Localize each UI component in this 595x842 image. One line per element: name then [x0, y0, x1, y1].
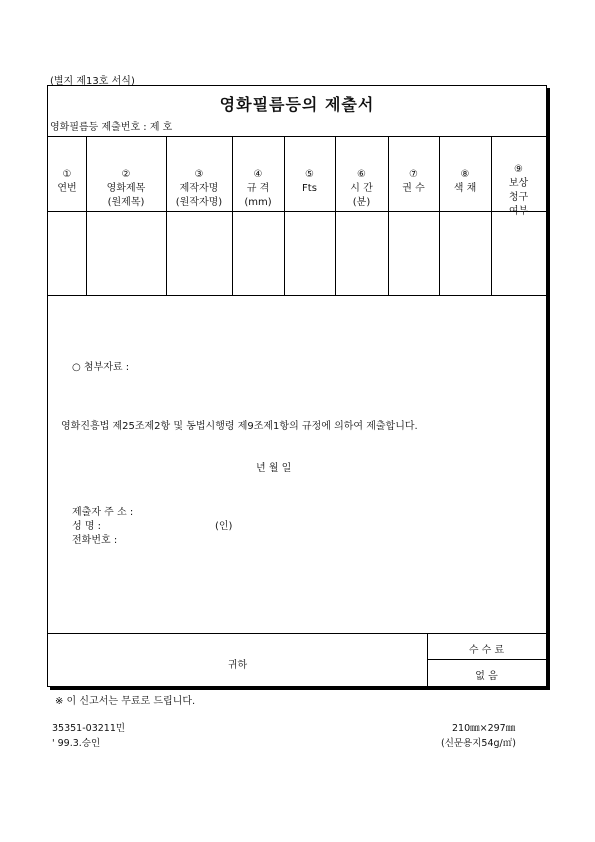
submission-form — [47, 85, 547, 687]
divider — [48, 136, 546, 137]
paper-size: 210㎜×297㎜ — [452, 723, 516, 734]
column-header-time: ⑥ 시 간 (분) — [350, 169, 373, 208]
divider — [48, 295, 546, 296]
submitter-name-field[interactable]: 성 명 : — [72, 521, 102, 532]
form-title: 영화필름등의 제출서 — [219, 95, 375, 114]
free-notice: ※ 이 신고서는 무료로 드립니다. — [55, 696, 196, 707]
column-header-reels: ⑦ 권 수 — [402, 169, 425, 194]
column-header-title: ② 영화제목 (원제목) — [106, 169, 146, 208]
paper-type: (신문용지54g/㎡) — [441, 738, 516, 749]
date-line[interactable]: 년 월 일 — [256, 463, 292, 474]
column-header-compensation: ⑨ 보상 청구 여부 — [508, 164, 529, 217]
column-header-producer: ③ 제작자명 (원작자명) — [175, 169, 223, 208]
submitter-phone-field[interactable]: 전화번호 : — [72, 535, 118, 546]
column-header-gauge: ④ 규 격 (mm) — [244, 169, 272, 208]
seal-mark: (인) — [215, 521, 233, 532]
divider — [427, 659, 546, 660]
divider — [48, 633, 546, 634]
table-row[interactable] — [48, 212, 546, 295]
recipient-label: 귀하 — [227, 660, 248, 671]
approval-date: ' 99.3.승인 — [52, 738, 101, 749]
submission-number-field[interactable]: 영화필름등 제출번호 : 제 호 — [50, 122, 173, 133]
fee-value: 없 음 — [475, 671, 498, 682]
form-code: 35351-03211민 — [52, 723, 126, 734]
statement-text: 영화진흥법 제25조제2항 및 동법시행령 제9조제1항의 규정에 의하여 제출합니다. — [61, 421, 418, 432]
attachments-label: ○ 첨부자료 : — [72, 362, 130, 373]
submitter-address-field[interactable]: 제출자 주 소 : — [72, 507, 134, 518]
column-header-serial: ① 연번 — [57, 169, 77, 194]
column-header-color: ⑧ 색 채 — [453, 169, 477, 194]
fee-label: 수 수 료 — [468, 645, 505, 656]
form-number-label: (별지 제13호 서식) — [50, 76, 135, 87]
column-header-fts: ⑤ Fts — [302, 169, 317, 194]
